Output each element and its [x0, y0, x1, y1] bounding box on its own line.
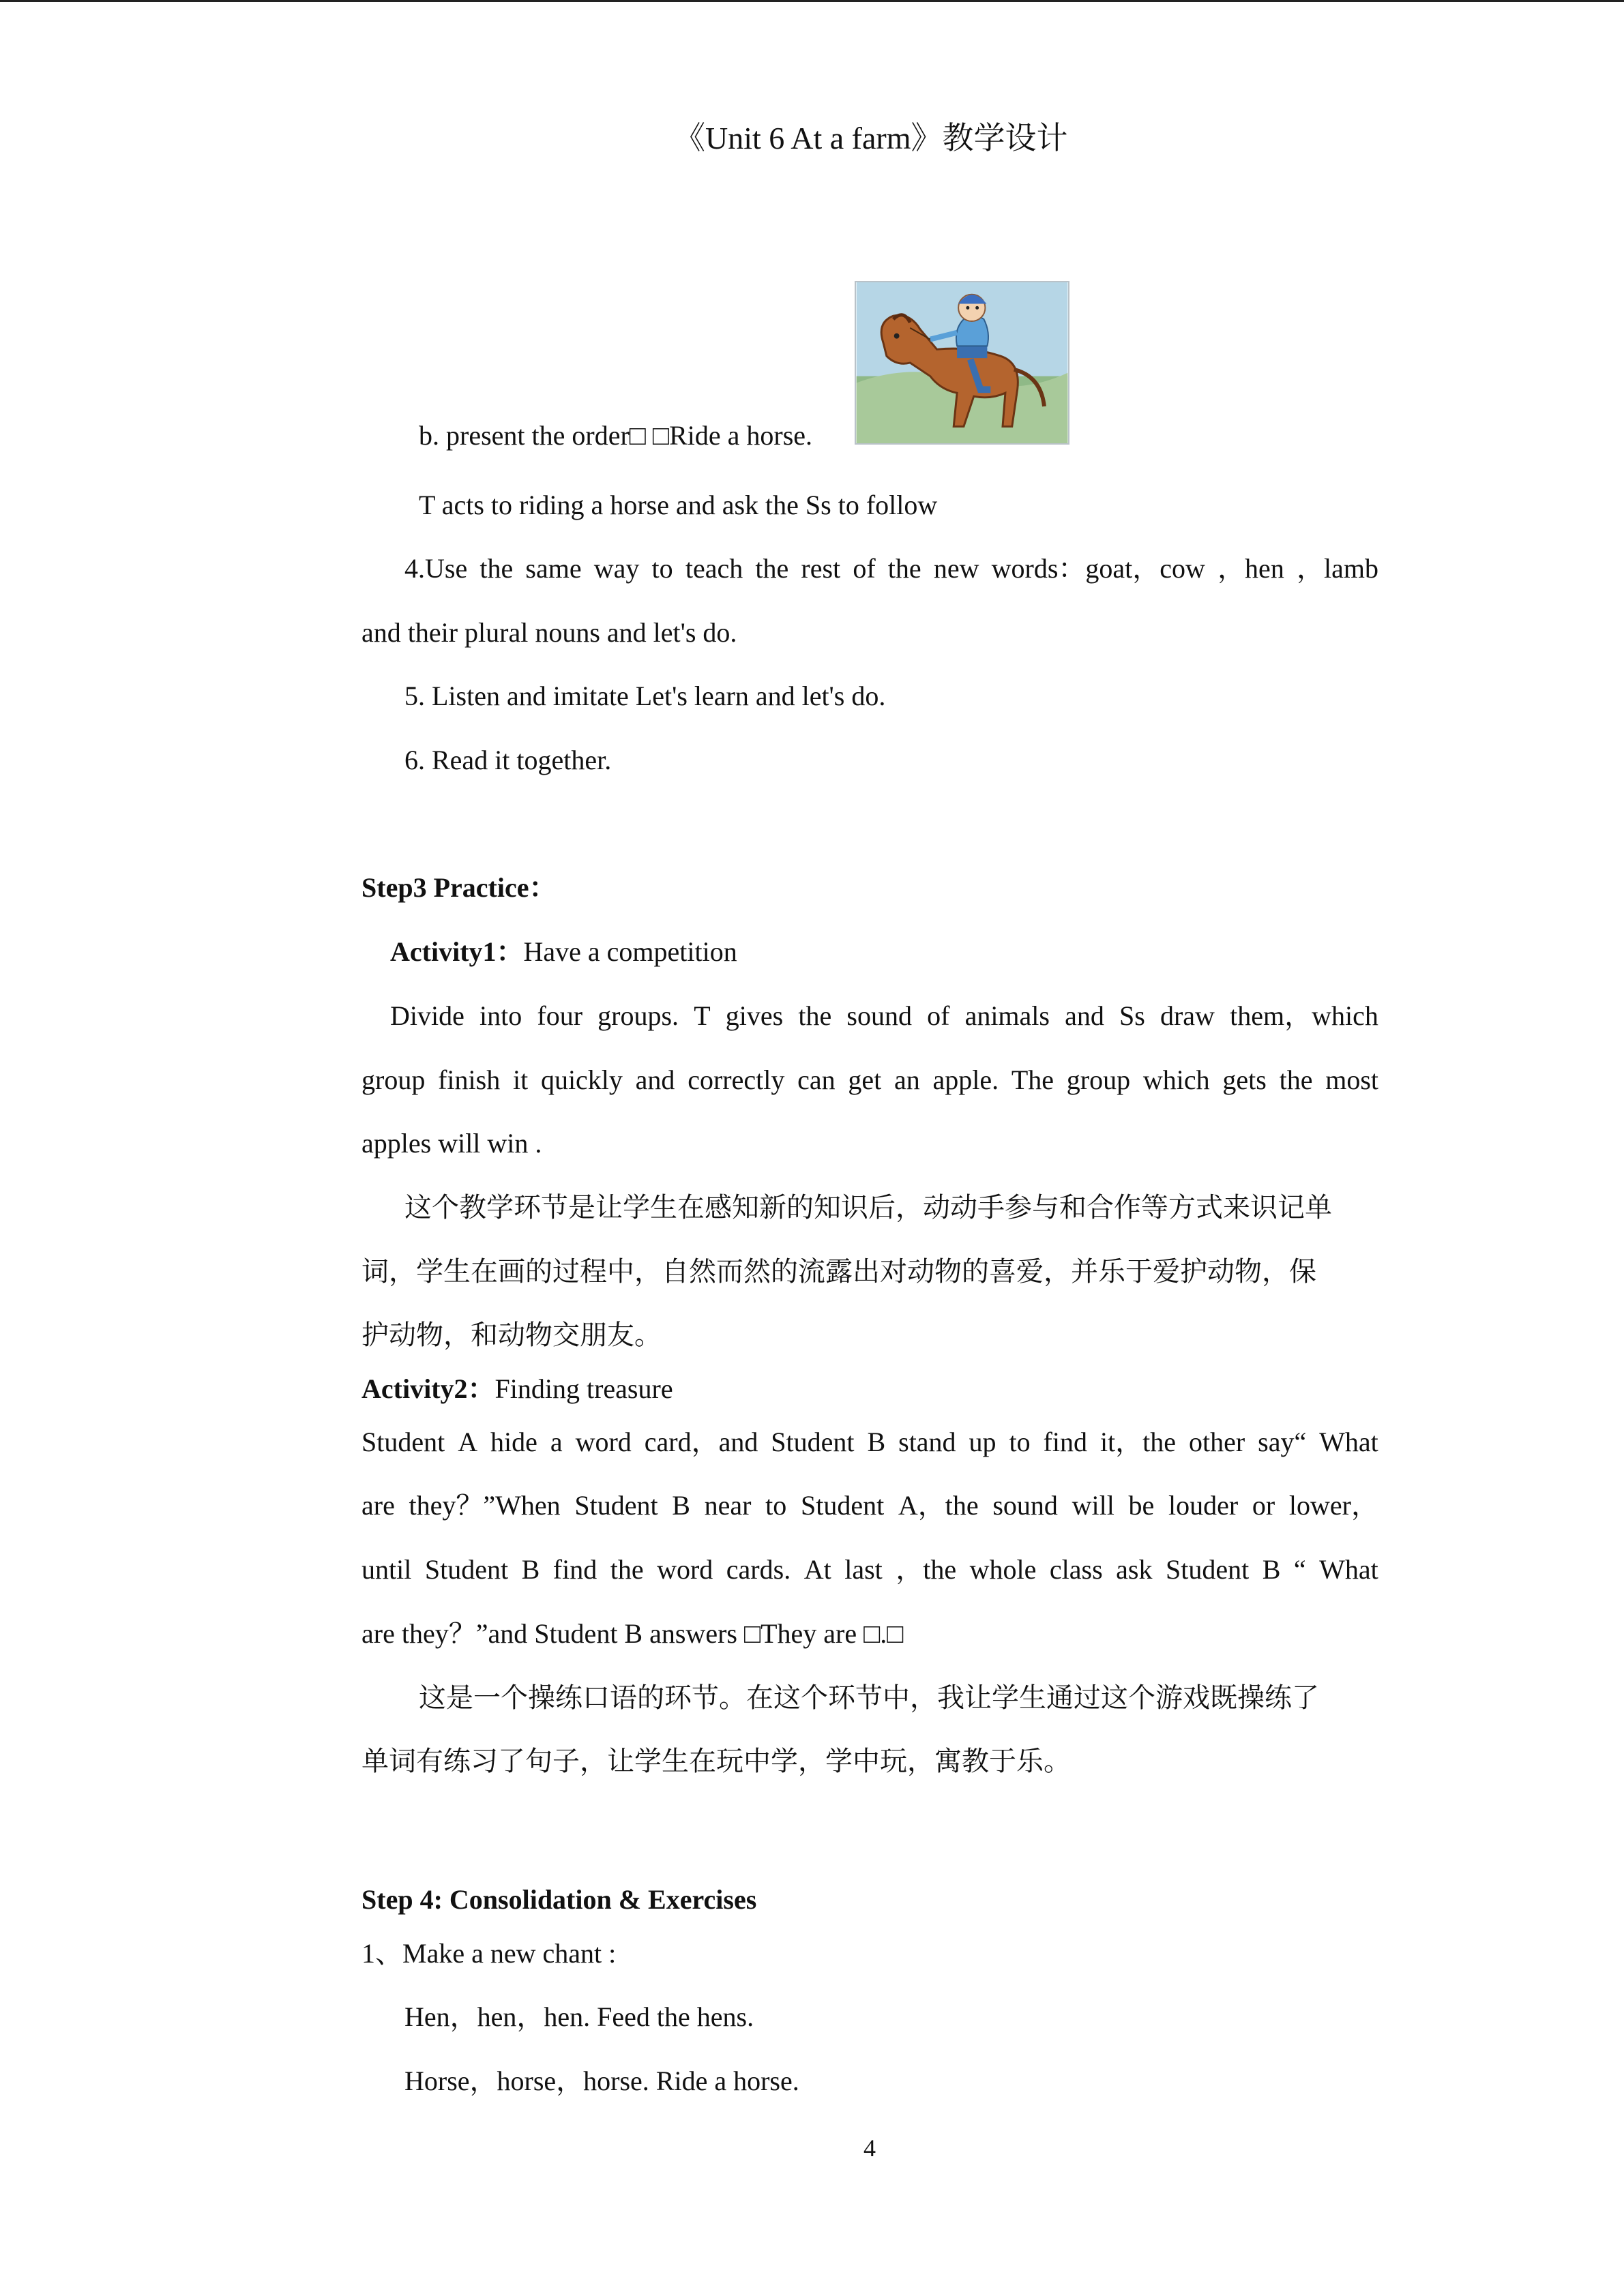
- divide-groups-line: Divide into four groups. T gives the sound of animals and Ss draw them，which: [390, 1000, 1378, 1031]
- use-same-way-line: 4.Use the same way to teach the rest of the new words：goat，cow ，hen ，lamb: [404, 553, 1378, 584]
- page-number: 4: [863, 2134, 876, 2162]
- until-student-b-line: until Student B find the word cards. At last ，the whole class ask Student B “ What: [361, 1554, 1378, 1585]
- listen-imitate-line: 5. Listen and imitate Let's learn and let's do.: [404, 681, 886, 711]
- make-chant-line: 1、Make a new chant :: [361, 1938, 617, 1969]
- are-they-answers-line: are they？”and Student B answers □They are □.□: [361, 1618, 904, 1649]
- chinese-paragraph-1-line-3: 护动物，和动物交朋友。: [361, 1320, 662, 1350]
- present-order-line: b. present the order□ □Ride a horse.: [419, 420, 813, 451]
- activity1-line: [390, 935, 737, 969]
- activity2-label: Activity2：: [361, 1373, 495, 1404]
- top-border-line: [0, 0, 1624, 2]
- chinese-paragraph-1-line-2: 词，学生在画的过程中，自然而然的流露出对动物的喜爱，并乐于爱护动物，保: [361, 1256, 1316, 1287]
- read-together-line: 6. Read it together.: [404, 745, 612, 775]
- t-acts-line: T acts to riding a horse and ask the Ss to follow: [419, 490, 938, 520]
- step4-heading: Step 4: Consolidation & Exercises: [361, 1884, 757, 1915]
- horse-riding-picture: [855, 281, 1069, 445]
- step3-heading: Step3 Practice：: [361, 872, 557, 903]
- activity2-text: Finding treasure: [494, 1373, 673, 1404]
- chinese-paragraph-2-line-2: 单词有练习了句子，让学生在玩中学，学中玩，寓教于乐。: [361, 1746, 1071, 1776]
- page-title: 《Unit 6 At a farm》教学设计: [674, 121, 1068, 155]
- activity1-text: Have a competition: [523, 936, 737, 967]
- horse-riding-icon: [856, 282, 1068, 443]
- activity1-label: Activity1：: [390, 936, 524, 967]
- group-finish-line: group finish it quickly and correctly can get an apple. The group which gets the most: [361, 1064, 1378, 1095]
- chinese-paragraph-2-line-1: 这是一个操练口语的环节。在这个环节中，我让学生通过这个游戏既操练了: [419, 1682, 1319, 1713]
- plural-nouns-line: and their plural nouns and let's do.: [361, 617, 737, 648]
- chinese-paragraph-1-line-1: 这个教学环节是让学生在感知新的知识后，动动手参与和合作等方式来识记单: [404, 1192, 1332, 1223]
- are-they-near-line: are they？”When Student B near to Student A，the sound will be louder or lower，: [361, 1490, 1378, 1521]
- chant-line-horse: Horse，horse，horse. Ride a horse.: [404, 2066, 799, 2096]
- activity2-line: [361, 1372, 673, 1406]
- chant-line-hen: Hen，hen，hen. Feed the hens.: [404, 2001, 754, 2032]
- apples-win-line: apples will win .: [361, 1128, 542, 1159]
- student-a-hide-line: Student A hide a word card，and Student B stand up to find it，the other say“ What: [361, 1427, 1378, 1457]
